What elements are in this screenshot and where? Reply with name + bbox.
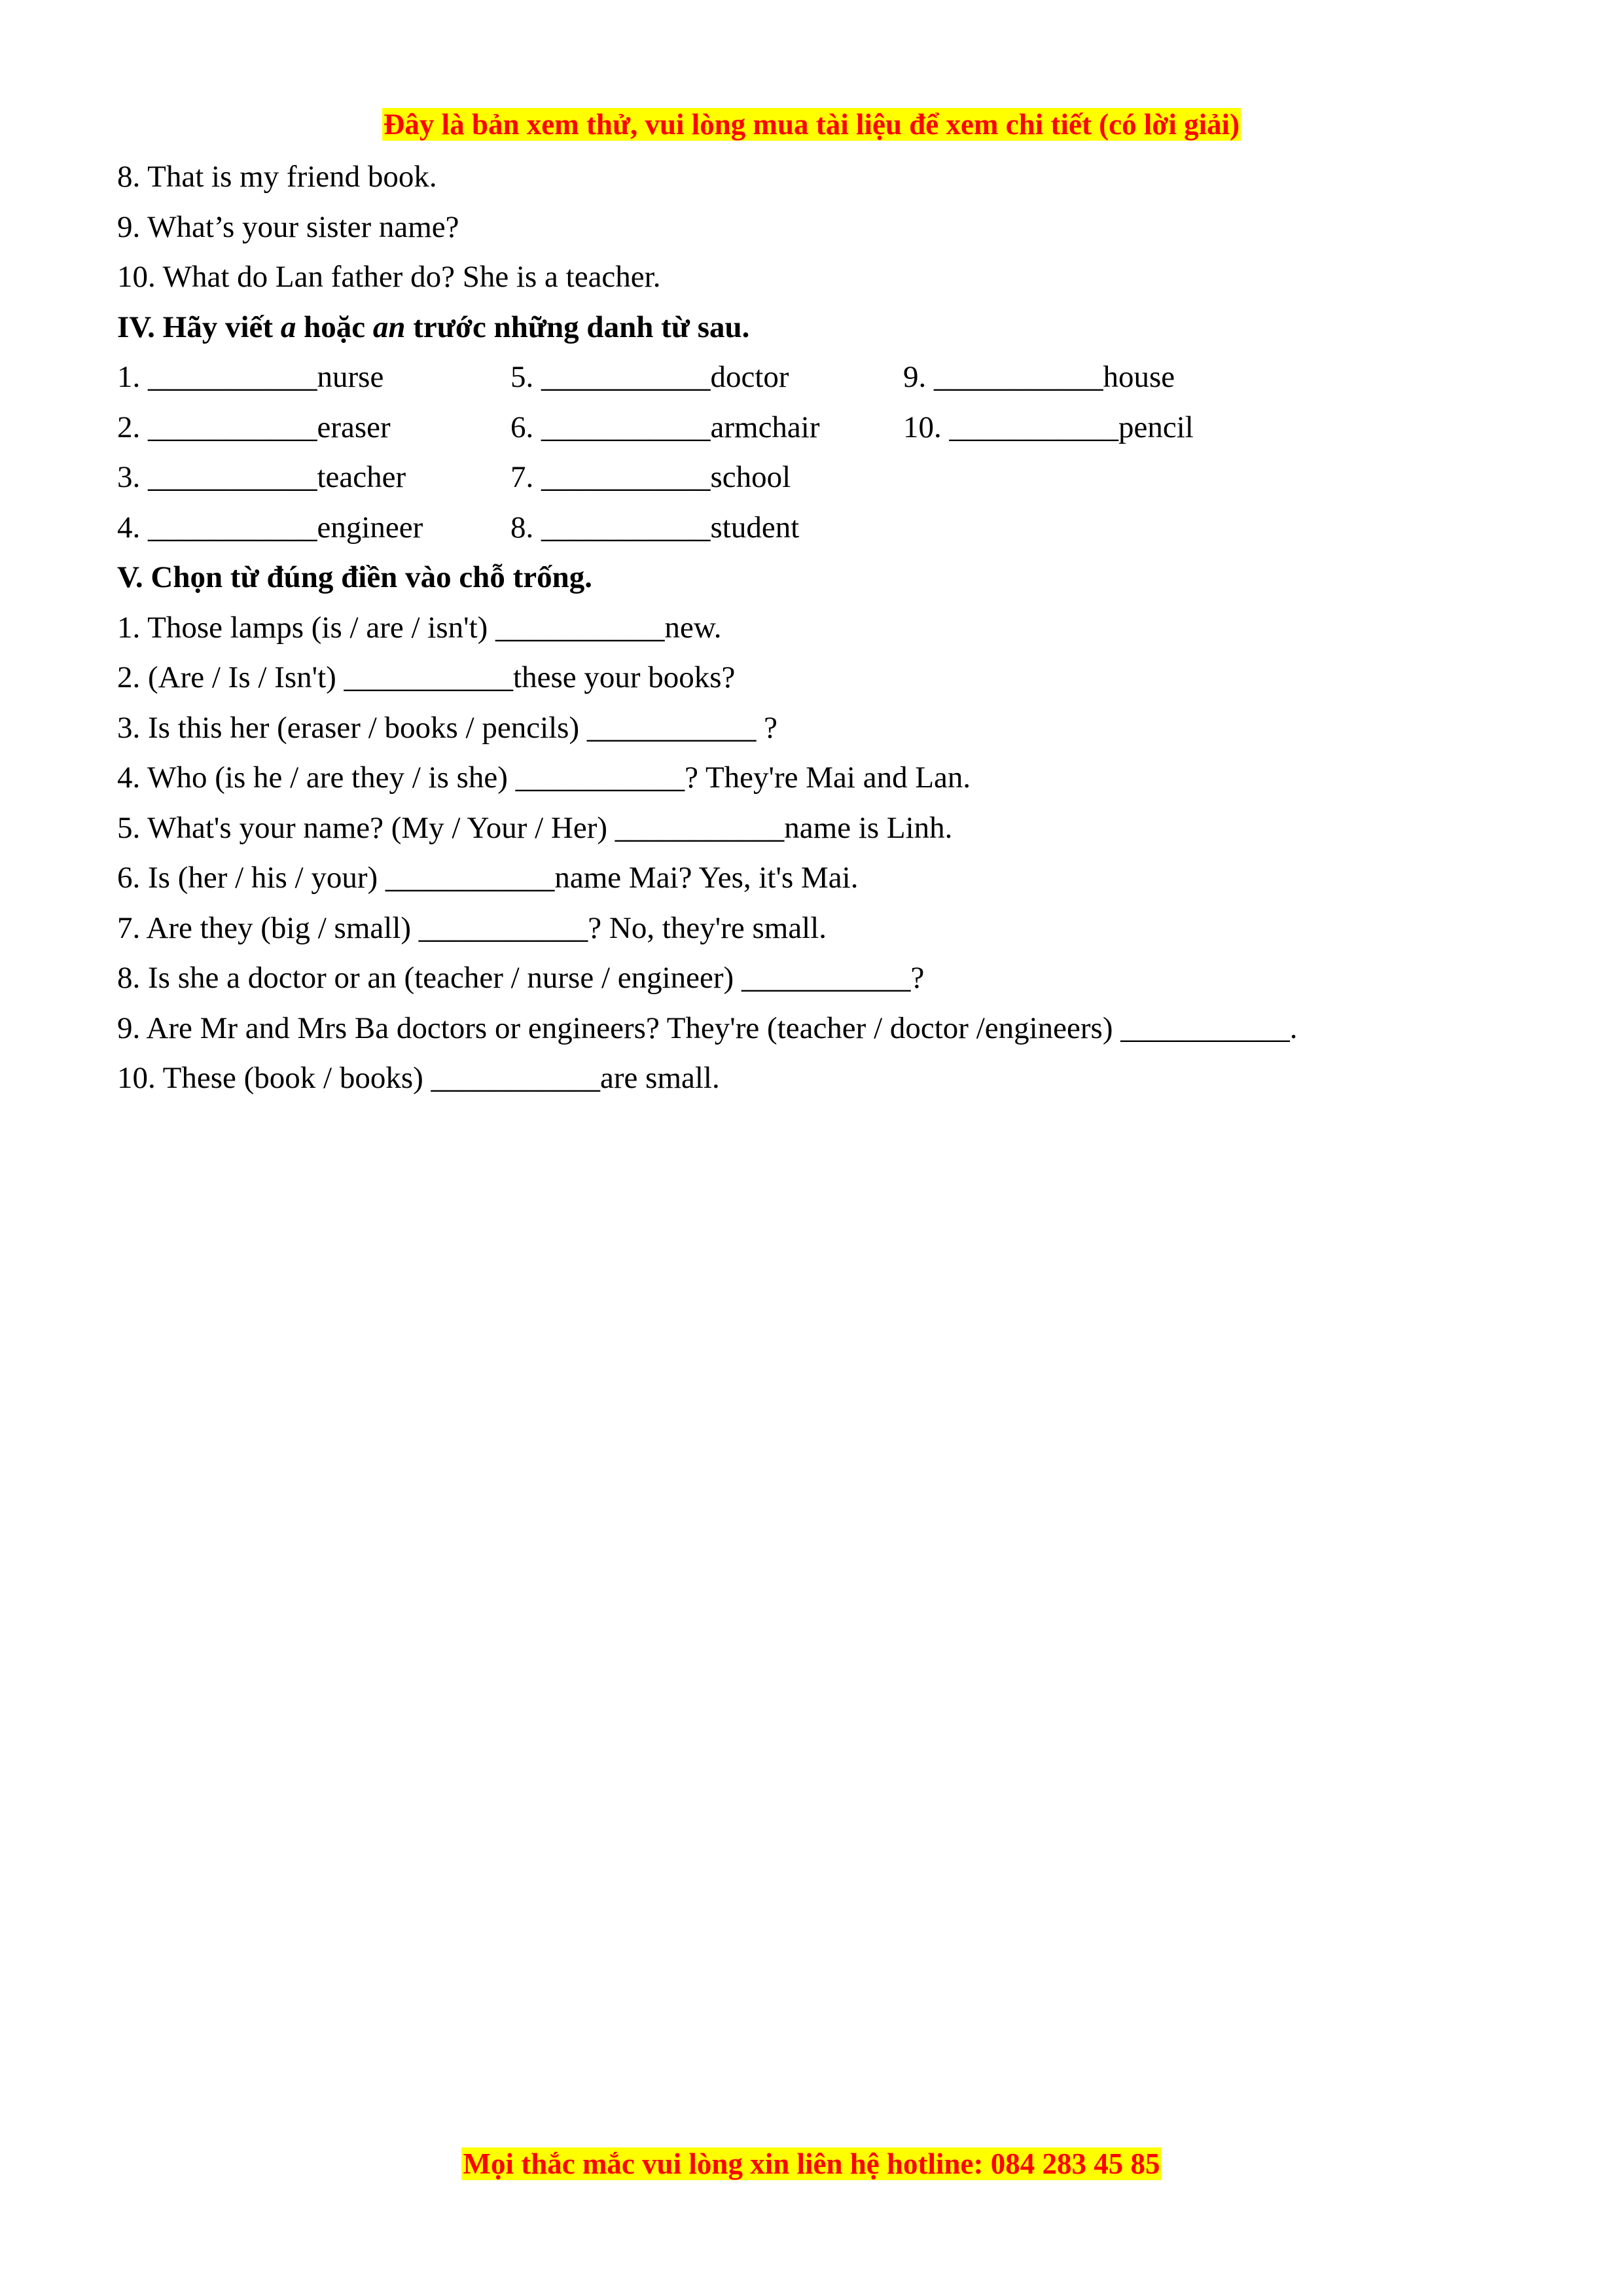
article-item: 7. ___________school xyxy=(510,460,791,494)
preview-notice-banner xyxy=(0,106,1623,143)
article-item: 8. ___________student xyxy=(510,510,800,545)
exercise-line: 9. Are Mr and Mrs Ba doctors or engineers? They're (teacher / doctor /engineers) ___________. xyxy=(117,1011,1298,1045)
article-item: 3. ___________teacher xyxy=(117,460,406,494)
article-item: 5. ___________doctor xyxy=(510,360,789,394)
exercise-line: 8. That is my friend book. xyxy=(117,160,437,194)
hotline-text: Mọi thắc mắc vui lòng xin liên hệ hotline: 084 283 45 85 xyxy=(463,2147,1160,2180)
article-row xyxy=(117,452,1524,503)
section-v-heading: V. Chọn từ đúng điền vào chỗ trống. xyxy=(117,560,592,594)
article-item: 2. ___________eraser xyxy=(117,410,391,444)
article-row xyxy=(117,403,1524,453)
exercise-line: 6. Is (her / his / your) ___________name Mai? Yes, it's Mai. xyxy=(117,861,859,895)
exercise-line: 9. What’s your sister name? xyxy=(117,209,459,244)
exercise-line: 5. What's your name? (My / Your / Her) ___________name is Linh. xyxy=(117,810,953,845)
worksheet-content xyxy=(117,152,1524,1103)
heading-italic-an: an xyxy=(372,310,406,344)
heading-part: hoặc xyxy=(296,310,373,344)
article-row xyxy=(117,503,1524,553)
heading-part: IV. Hãy viết xyxy=(117,310,281,344)
article-row xyxy=(117,352,1524,403)
exercise-line: 3. Is this her (eraser / books / pencils) ___________ ? xyxy=(117,710,777,745)
section-iv-heading xyxy=(117,302,1524,353)
exercise-line: 7. Are they (big / small) ___________? No, they're small. xyxy=(117,910,827,945)
heading-part: trước những danh từ sau. xyxy=(405,310,750,344)
article-item: 1. ___________nurse xyxy=(117,360,384,394)
article-item: 9. ___________house xyxy=(903,360,1175,394)
exercise-line: 4. Who (is he / are they / is she) ___________? They're Mai and Lan. xyxy=(117,761,971,795)
exercise-line: 10. What do Lan father do? She is a teacher. xyxy=(117,260,661,294)
article-item: 6. ___________armchair xyxy=(510,410,820,444)
exercise-line: 8. Is she a doctor or an (teacher / nurse / engineer) ___________? xyxy=(117,961,925,995)
preview-notice-text: Đây là bản xem thử, vui lòng mua tài liệu để xem chi tiết (có lời giải) xyxy=(383,108,1240,141)
exercise-line: 1. Those lamps (is / are / isn't) ___________new. xyxy=(117,610,722,645)
exercise-line: 10. These (book / books) ___________are small. xyxy=(117,1061,720,1095)
article-item: 10. ___________pencil xyxy=(903,410,1194,444)
article-item: 4. ___________engineer xyxy=(117,510,423,545)
hotline-banner xyxy=(0,2145,1623,2182)
heading-italic-a: a xyxy=(280,310,296,344)
exercise-line: 2. (Are / Is / Isn't) ___________these your books? xyxy=(117,660,736,694)
